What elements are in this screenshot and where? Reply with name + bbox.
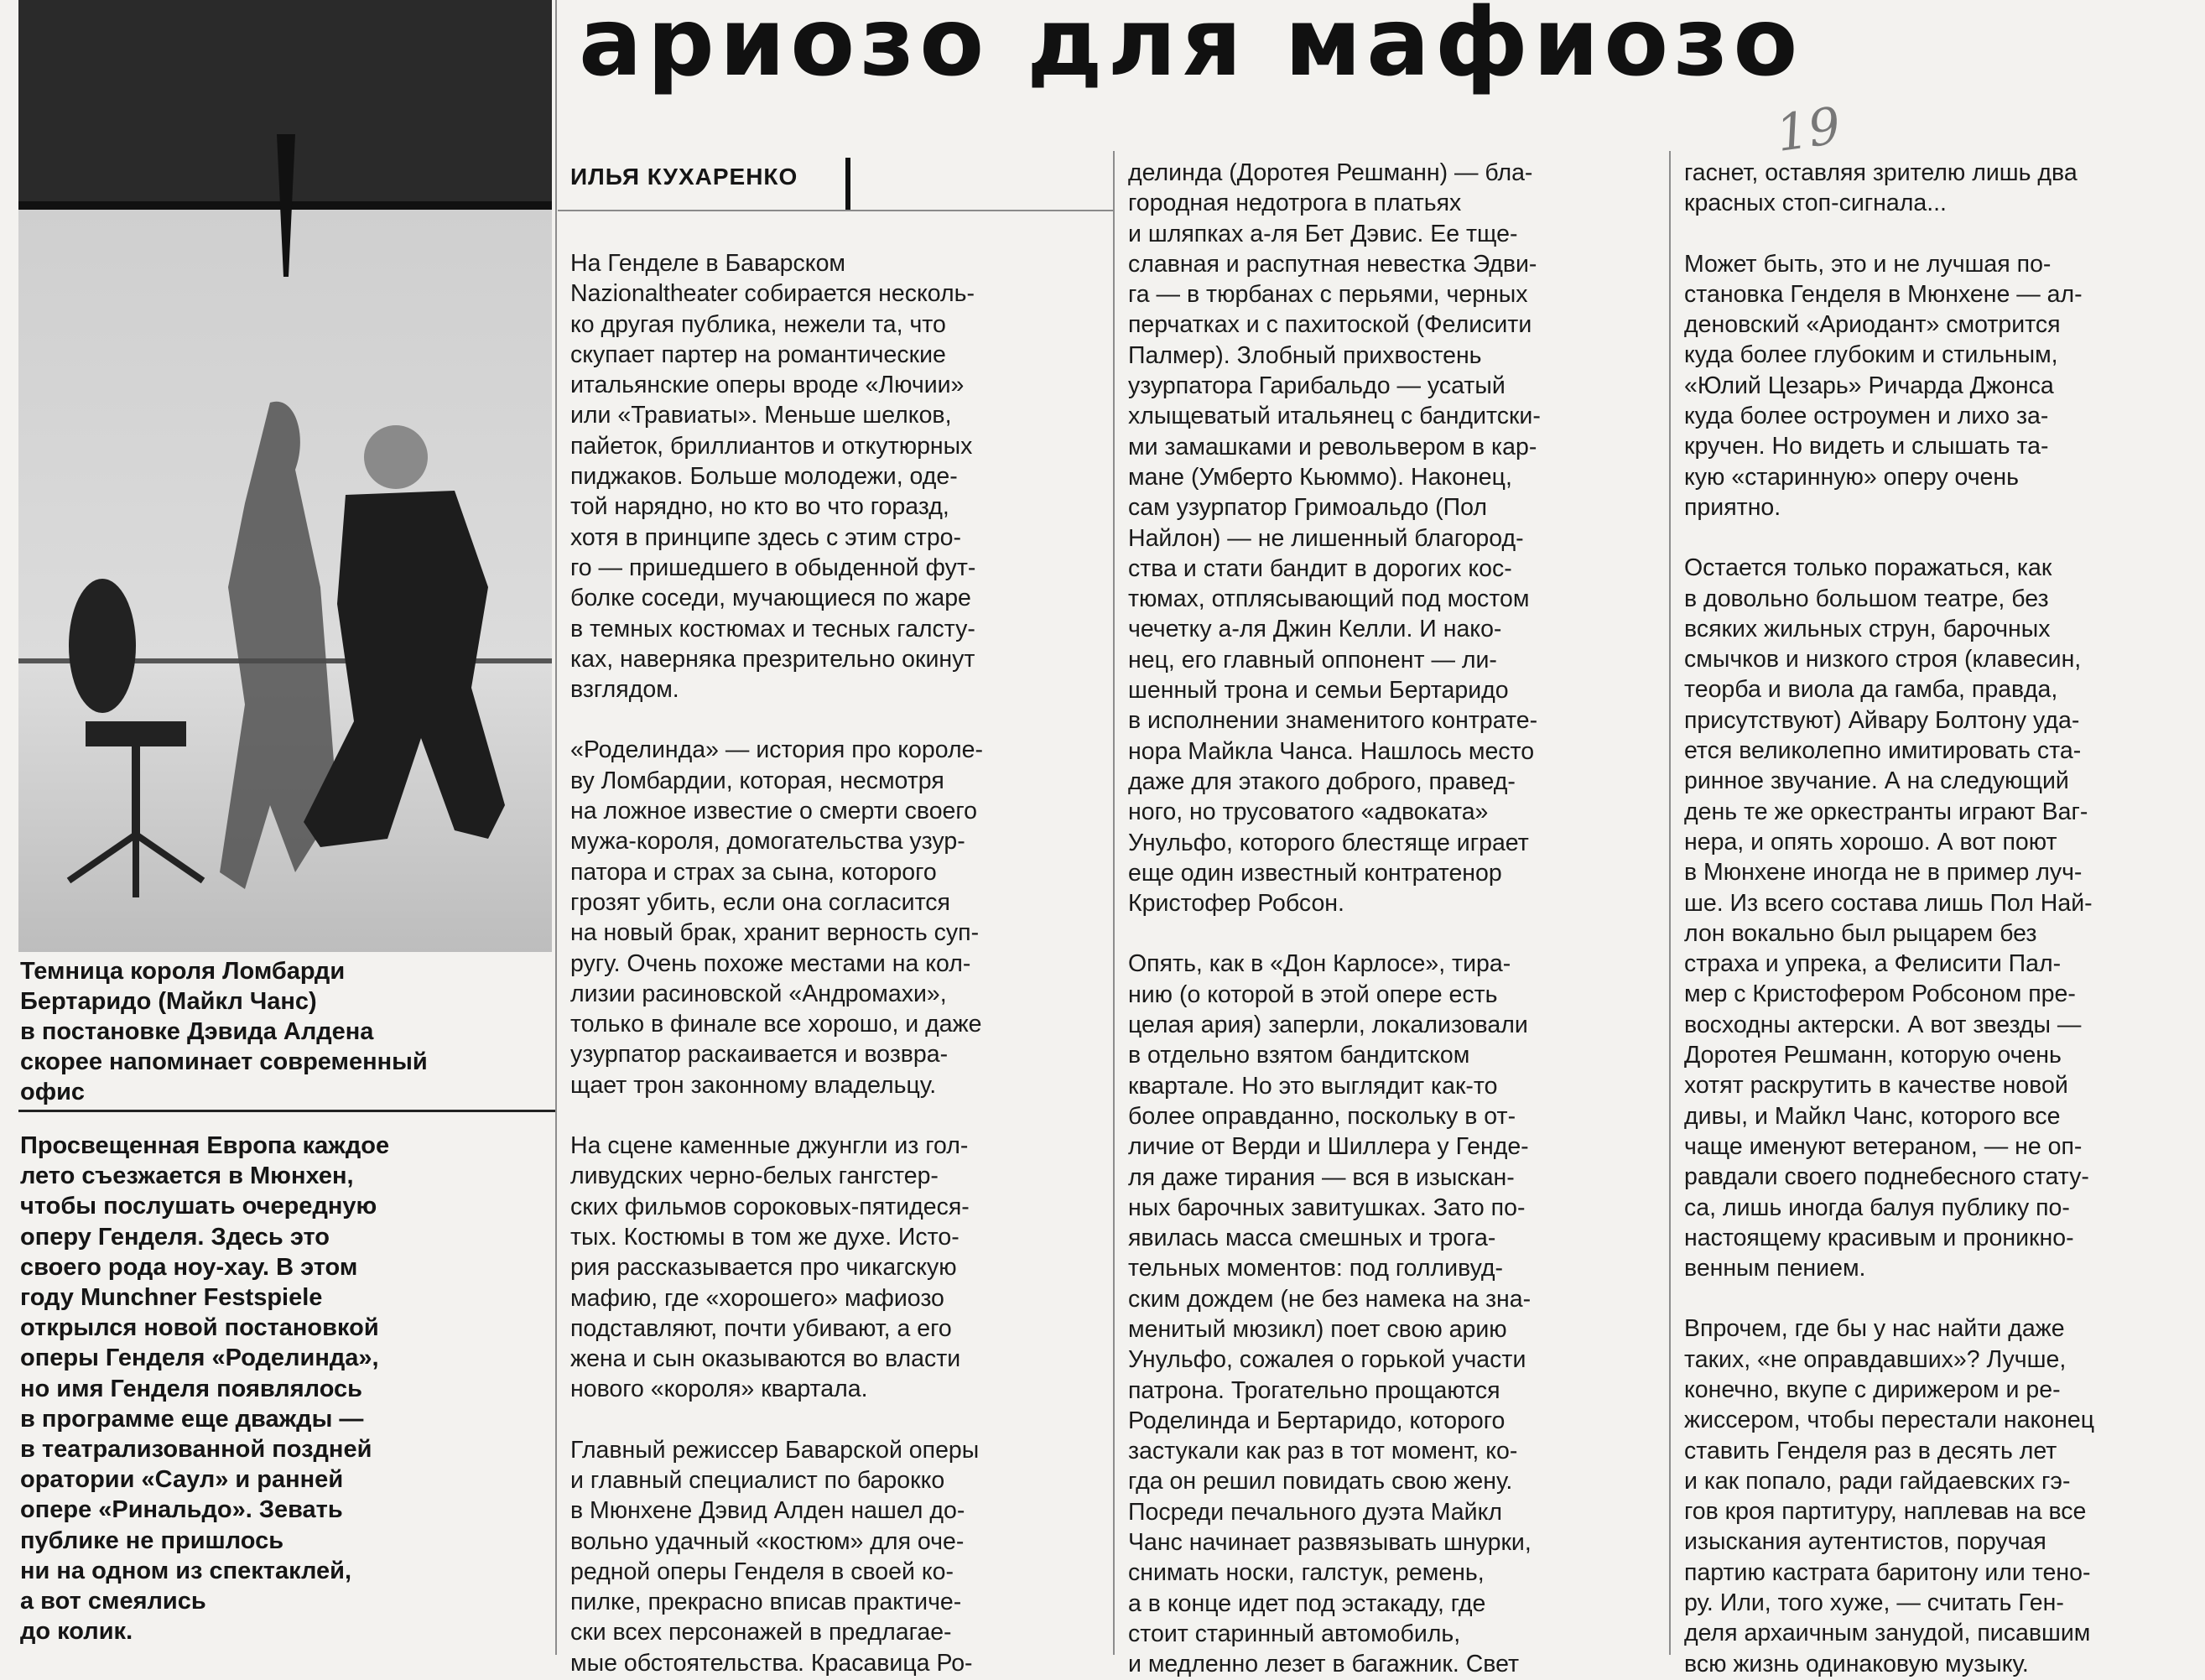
byline-marker [845, 158, 850, 210]
text-line: день те же оркестранты играют Ваг- [1684, 798, 2088, 825]
text-line: стоит старинный автомобиль, [1128, 1620, 1461, 1647]
text-line: даже для этакого доброго, правед- [1128, 767, 1516, 795]
text-line: пиджаков. Больше молодежи, оде- [570, 463, 958, 491]
text-line: лон вокально был рыцарем без [1684, 919, 2037, 947]
text-line: тельных моментов: под голливуд- [1128, 1255, 1504, 1282]
text-line: ко другая публика, нежели та, что [570, 310, 946, 338]
paragraph [1684, 249, 2204, 523]
text-line: всяких жильных струн, барочных [1684, 615, 2051, 642]
author-byline: ИЛЬЯ КУХАРЕНКО [570, 164, 798, 190]
text-line: на новый брак, хранит верность суп- [570, 919, 980, 947]
text-line: ется великолепно имитировать ста- [1684, 737, 2082, 765]
text-line: Роделинда и Бертаридо, которого [1128, 1407, 1506, 1434]
text-line: делинда (Доротея Решманн) — бла- [1128, 159, 1533, 186]
text-line: мафию, где «хорошего» мафиозо [570, 1284, 944, 1312]
text-line: той нарядно, но кто во что горазд, [570, 493, 949, 521]
article-headline: ариозо для мафиозо [579, 0, 1803, 97]
stage-photo [18, 0, 552, 952]
text-line: жена и сын оказываются во власти [570, 1345, 961, 1373]
text-line: На сцене каменные джунгли из гол- [570, 1132, 969, 1160]
text-line: узурпатора Гарибальдо — усатый [1128, 372, 1506, 400]
lead-line: лето съезжается в Мюнхен, [20, 1162, 354, 1190]
text-line: конечно, вкупе с дирижером и ре- [1684, 1376, 2061, 1403]
paragraph-gap [1684, 523, 2204, 553]
text-line: тых. Костюмы в том же духе. Исто- [570, 1223, 959, 1251]
text-line: куда более глубоким и стильным, [1684, 341, 2058, 369]
text-line: куда более остроумен и лихо за- [1684, 403, 2049, 430]
text-line: са, лишь иногда балуя публику по- [1684, 1194, 2070, 1221]
text-line: менитый мюзикл) поет свою арию [1128, 1315, 1507, 1343]
paragraph [570, 1435, 1099, 1678]
text-line: хлыщеватый итальянец с бандитски- [1128, 403, 1541, 430]
text-line: а в конце идет под эстакаду, где [1128, 1589, 1486, 1617]
text-line: мужа-короля, домогательства узур- [570, 828, 965, 856]
text-line: мане (Умберто Кьюммо). Наконец, [1128, 463, 1512, 491]
photo-caption [20, 956, 549, 1107]
text-line: кручен. Но видеть и слышать та- [1684, 433, 2049, 460]
text-line: партию кастрата баритону или тено- [1684, 1558, 2091, 1586]
text-line: на ложное известие о смерти своего [570, 798, 978, 825]
text-line: ским дождем (не без намека на зна- [1128, 1285, 1532, 1313]
text-column-2 [1128, 158, 1665, 1680]
text-line: вольно удачный «костюм» для оче- [570, 1527, 965, 1555]
paragraph-gap [570, 705, 1099, 735]
paragraph-gap [1684, 219, 2204, 249]
text-line: страха и упрека, а Фелисити Пал- [1684, 950, 2062, 978]
text-line: патрона. Трогательно прощаются [1128, 1376, 1500, 1404]
text-line: снимать носки, галстук, ремень, [1128, 1559, 1485, 1587]
text-line: личие от Верди и Шиллера у Генде- [1128, 1133, 1529, 1161]
handwritten-page-number: 19 [1772, 96, 1844, 164]
text-line: в довольно большом театре, без [1684, 585, 2049, 612]
text-line: и главный специалист по барокко [570, 1466, 945, 1494]
text-line: шенный трона и семьи Бертаридо [1128, 677, 1509, 705]
text-line: редной оперы Генделя в своей ко- [570, 1558, 954, 1585]
text-line: нора Майкла Чанса. Нашлось место [1128, 737, 1535, 765]
lead-line: Просвещенная Европа каждое [20, 1132, 390, 1159]
text-line: ля даже тирания — вся в изыскан- [1128, 1163, 1515, 1191]
text-line: мер с Кристофером Робсоном пре- [1684, 980, 2076, 1008]
text-line: щает трон законному владельцу. [570, 1071, 937, 1099]
text-line: в Мюнхене Дэвид Алден нашел до- [570, 1497, 965, 1525]
text-line: присутствуют) Айвару Болтону уда- [1684, 706, 2080, 734]
text-line: гда он решил повидать свою жену. [1128, 1468, 1513, 1495]
text-line: ринное звучание. А на следующий [1684, 767, 2069, 795]
stage-photo-image [18, 0, 552, 952]
lead-line: в программе еще дважды — [20, 1405, 364, 1433]
text-line: в исполнении знаменитого контрате- [1128, 707, 1538, 735]
caption-line: скорее напоминает современный [20, 1048, 428, 1075]
text-line: застукали как раз в тот момент, ко- [1128, 1438, 1518, 1465]
text-line: славная и распутная невестка Эдви- [1128, 250, 1537, 278]
text-line: нию (о которой в этой опере есть [1128, 980, 1498, 1008]
text-line: всю жизнь одинаковую музыку. [1684, 1650, 2029, 1677]
text-line: городная недотрога в платьях [1128, 190, 1462, 217]
text-line: га — в тюрбанах с перьями, черных [1128, 281, 1528, 309]
text-line: в темных костюмах и тесных галсту- [570, 615, 975, 642]
text-line: Впрочем, где бы у нас найти даже [1684, 1315, 2065, 1343]
text-line: ми замашками и револьвером в кар- [1128, 433, 1537, 460]
text-line: го — пришедшего в обыденной фут- [570, 554, 976, 581]
column-divider [1113, 151, 1115, 1655]
column-divider [555, 0, 557, 1655]
text-line: Унульфо, которого блестяще играет [1128, 829, 1529, 856]
lead-line: оперу Генделя. Здесь это [20, 1223, 330, 1251]
paragraph [1684, 158, 2204, 219]
text-line: ше. Из всего состава лишь Пол Най- [1684, 889, 2093, 917]
text-line: ских фильмов сороковых-пятидеся- [570, 1193, 970, 1220]
text-line: ву Ломбардии, которая, несмотря [570, 767, 944, 794]
lead-line: опере «Ринальдо». Зевать [20, 1496, 343, 1524]
lead-line: до колик. [20, 1618, 133, 1646]
text-line: патора и страх за сына, которого [570, 858, 937, 886]
text-line: или «Травиаты». Меньше шелков, [570, 402, 952, 429]
text-line: «Юлий Цезарь» Ричарда Джонса [1684, 372, 2054, 399]
text-line: ругу. Очень похоже местами на кол- [570, 949, 971, 977]
text-line: подставляют, почти убивают, а его [570, 1314, 952, 1342]
caption-line: в постановке Дэвида Алдена [20, 1018, 374, 1045]
text-line: квартале. Но это выглядит как-то [1128, 1072, 1498, 1100]
lead-paragraph [20, 1131, 557, 1646]
text-line: Доротея Решманн, которую очень [1684, 1042, 2062, 1069]
text-line: нера, и опять хорошо. А вот поют [1684, 828, 2057, 856]
text-line: нец, его главный оппонент — ли- [1128, 646, 1497, 674]
text-line: и медленно лезет в багажник. Свет [1128, 1651, 1520, 1678]
lead-line: а вот смеялись [20, 1588, 206, 1615]
text-line: Nazionaltheater собирается несколь- [570, 280, 975, 308]
lead-line: в театрализованной поздней [20, 1436, 372, 1464]
text-line: Палмер). Злобный прихвостень [1128, 341, 1482, 369]
text-line: гаснет, оставляя зрителю лишь два [1684, 159, 2078, 186]
text-line: гов кроя партитуру, наплевав на все [1684, 1498, 2087, 1526]
text-line: и как попало, ради гайдаевских гэ- [1684, 1467, 2071, 1495]
paragraph-gap [570, 1405, 1099, 1435]
text-line: теорба и виола да гамба, правда, [1684, 676, 2058, 704]
text-line: смычков и низкого строя (клавесин, [1684, 646, 2082, 674]
text-line: Остается только поражаться, как [1684, 554, 2052, 582]
text-line: грозят убить, если она согласится [570, 888, 950, 916]
lead-line: чтобы послушать очередную [20, 1193, 377, 1220]
text-line: ски всех персонажей в предлагае- [570, 1619, 952, 1646]
text-line: явилась масса смешных и трога- [1128, 1225, 1496, 1252]
text-line: скупает партер на романтические [570, 341, 946, 368]
text-line: жиссером, чтобы перестали наконец [1684, 1407, 2095, 1434]
text-line: болке соседи, мучающиеся по жаре [570, 585, 971, 612]
paragraph [570, 1131, 1099, 1405]
text-line: пилке, прекрасно вписав практиче- [570, 1589, 962, 1616]
caption-line: офис [20, 1079, 86, 1105]
text-line: сам узурпатор Гримоальдо (Пол [1128, 494, 1488, 522]
text-line: мые обстоятельства. Красавица Ро- [570, 1649, 973, 1677]
text-line: венным пением. [1684, 1255, 1866, 1282]
text-line: восходны актерски. А вот звезды — [1684, 1011, 2082, 1038]
text-line: ках, наверняка презрительно окинут [570, 645, 975, 673]
text-line: в Мюнхене иногда не в пример луч- [1684, 859, 2083, 887]
text-line: ру. Или, того хуже, — считать Ген- [1684, 1589, 2064, 1617]
text-line: Чанс начинает развязывать шнурки, [1128, 1529, 1532, 1557]
paragraph-gap [1128, 918, 1665, 949]
lead-line: ни на одном из спектаклей, [20, 1557, 352, 1584]
text-line: На Генделе в Баварском [570, 250, 846, 277]
text-line: дивы, и Майкл Чанс, которого все [1684, 1102, 2061, 1130]
caption-line: Темница короля Ломбарди [20, 958, 346, 985]
text-line: чаще именуют ветераном, — не оп- [1684, 1132, 2083, 1160]
text-line: более оправданно, поскольку в от- [1128, 1102, 1516, 1130]
text-line: хотят раскрутить в качестве новой [1684, 1072, 2068, 1100]
paragraph [570, 735, 1099, 1100]
text-line: Опять, как в «Дон Карлосе», тира- [1128, 950, 1511, 978]
text-line: становка Генделя в Мюнхене — ал- [1684, 280, 2083, 308]
lead-line: году Munchner Festspiele [20, 1284, 323, 1312]
text-line: изыскания аутентистов, поручая [1684, 1528, 2046, 1556]
text-line: кую «старинную» оперу очень [1684, 463, 2019, 491]
text-line: целая ария) заперли, локализовали [1128, 1012, 1528, 1039]
paragraph-gap [1684, 1283, 2204, 1313]
text-line: Кристофер Робсон. [1128, 890, 1344, 918]
text-line: тюмах, отплясывающий под мостом [1128, 585, 1530, 613]
paragraph [1684, 553, 2204, 1283]
text-line: пайеток, бриллиантов и откутюрных [570, 432, 973, 460]
column-divider [1669, 151, 1671, 1655]
text-line: Посреди печального дуэта Майкл [1128, 1498, 1502, 1526]
text-line: настоящему красивым и проникно- [1684, 1224, 2074, 1251]
byline-rule [558, 210, 1114, 211]
text-line: взглядом. [570, 676, 679, 704]
text-line: и шляпках а-ля Бет Дэвис. Ее тще- [1128, 220, 1518, 247]
text-line: еще один известный контратенор [1128, 859, 1502, 887]
text-line: перчатках и с пахитоской (Фелисити [1128, 311, 1532, 339]
text-line: ных барочных завитушках. Зато по- [1128, 1194, 1526, 1221]
text-line: только в финале все хорошо, и даже [570, 1011, 982, 1038]
paragraph [570, 248, 1099, 705]
text-line: итальянские оперы вроде «Лючии» [570, 372, 965, 399]
text-line: узурпатор раскаивается и возвра- [570, 1041, 949, 1069]
text-line: Унульфо, сожалея о горькой участи [1128, 1346, 1526, 1374]
text-line: ставить Генделя раз в десять лет [1684, 1437, 2057, 1464]
lead-line: своего рода ноу-хау. В этом [20, 1253, 358, 1281]
text-line: «Роделинда» — история про короле- [570, 736, 983, 764]
caption-line: Бертаридо (Майкл Чанс) [20, 988, 317, 1015]
text-line: приятно. [1684, 493, 1781, 521]
paragraph [1684, 1313, 2204, 1679]
text-line: Главный режиссер Баварской оперы [570, 1436, 980, 1464]
text-line: в отдельно взятом бандитском [1128, 1042, 1470, 1069]
lead-line: оперы Генделя «Роделинда», [20, 1345, 379, 1372]
text-line: Может быть, это и не лучшая по- [1684, 250, 2052, 278]
text-line: красных стоп-сигнала... [1684, 190, 1947, 217]
lead-line: публике не пришлось [20, 1527, 284, 1554]
paragraph-gap [570, 1100, 1099, 1131]
text-column-1 [570, 248, 1099, 1678]
lead-line: открылся новой постановкой [20, 1314, 379, 1342]
text-line: Найлон) — не лишенный благород- [1128, 524, 1524, 552]
left-column [18, 0, 554, 1655]
text-line: ного, но трусоватого «адвоката» [1128, 798, 1489, 826]
text-line: нового «короля» квартала. [570, 1376, 868, 1403]
paragraph [1128, 158, 1665, 918]
text-column-3 [1684, 158, 2204, 1679]
text-line: ства и стати бандит в дорогих кос- [1128, 554, 1512, 582]
text-line: лизии расиновской «Андромахи», [570, 980, 947, 1007]
paragraph [1128, 949, 1665, 1679]
text-line: таких, «не оправдавших»? Лучше, [1684, 1345, 2067, 1373]
text-line: рия рассказывается про чикагскую [570, 1254, 957, 1282]
text-line: деля архаичным занудой, писавшим [1684, 1620, 2091, 1647]
lead-line: но имя Генделя появлялось [20, 1375, 362, 1402]
text-line: чечетку а-ля Джин Келли. И нако- [1128, 616, 1502, 643]
lead-line: оратории «Саул» и ранней [20, 1466, 344, 1494]
text-line: хотя в принципе здесь с этим стро- [570, 523, 962, 551]
text-line: равдали своего поднебесного стату- [1684, 1163, 2089, 1191]
caption-divider [18, 1110, 555, 1112]
text-line: деновский «Ариодант» смотрится [1684, 311, 2061, 339]
text-line: ливудских черно-белых гангстер- [570, 1162, 939, 1190]
